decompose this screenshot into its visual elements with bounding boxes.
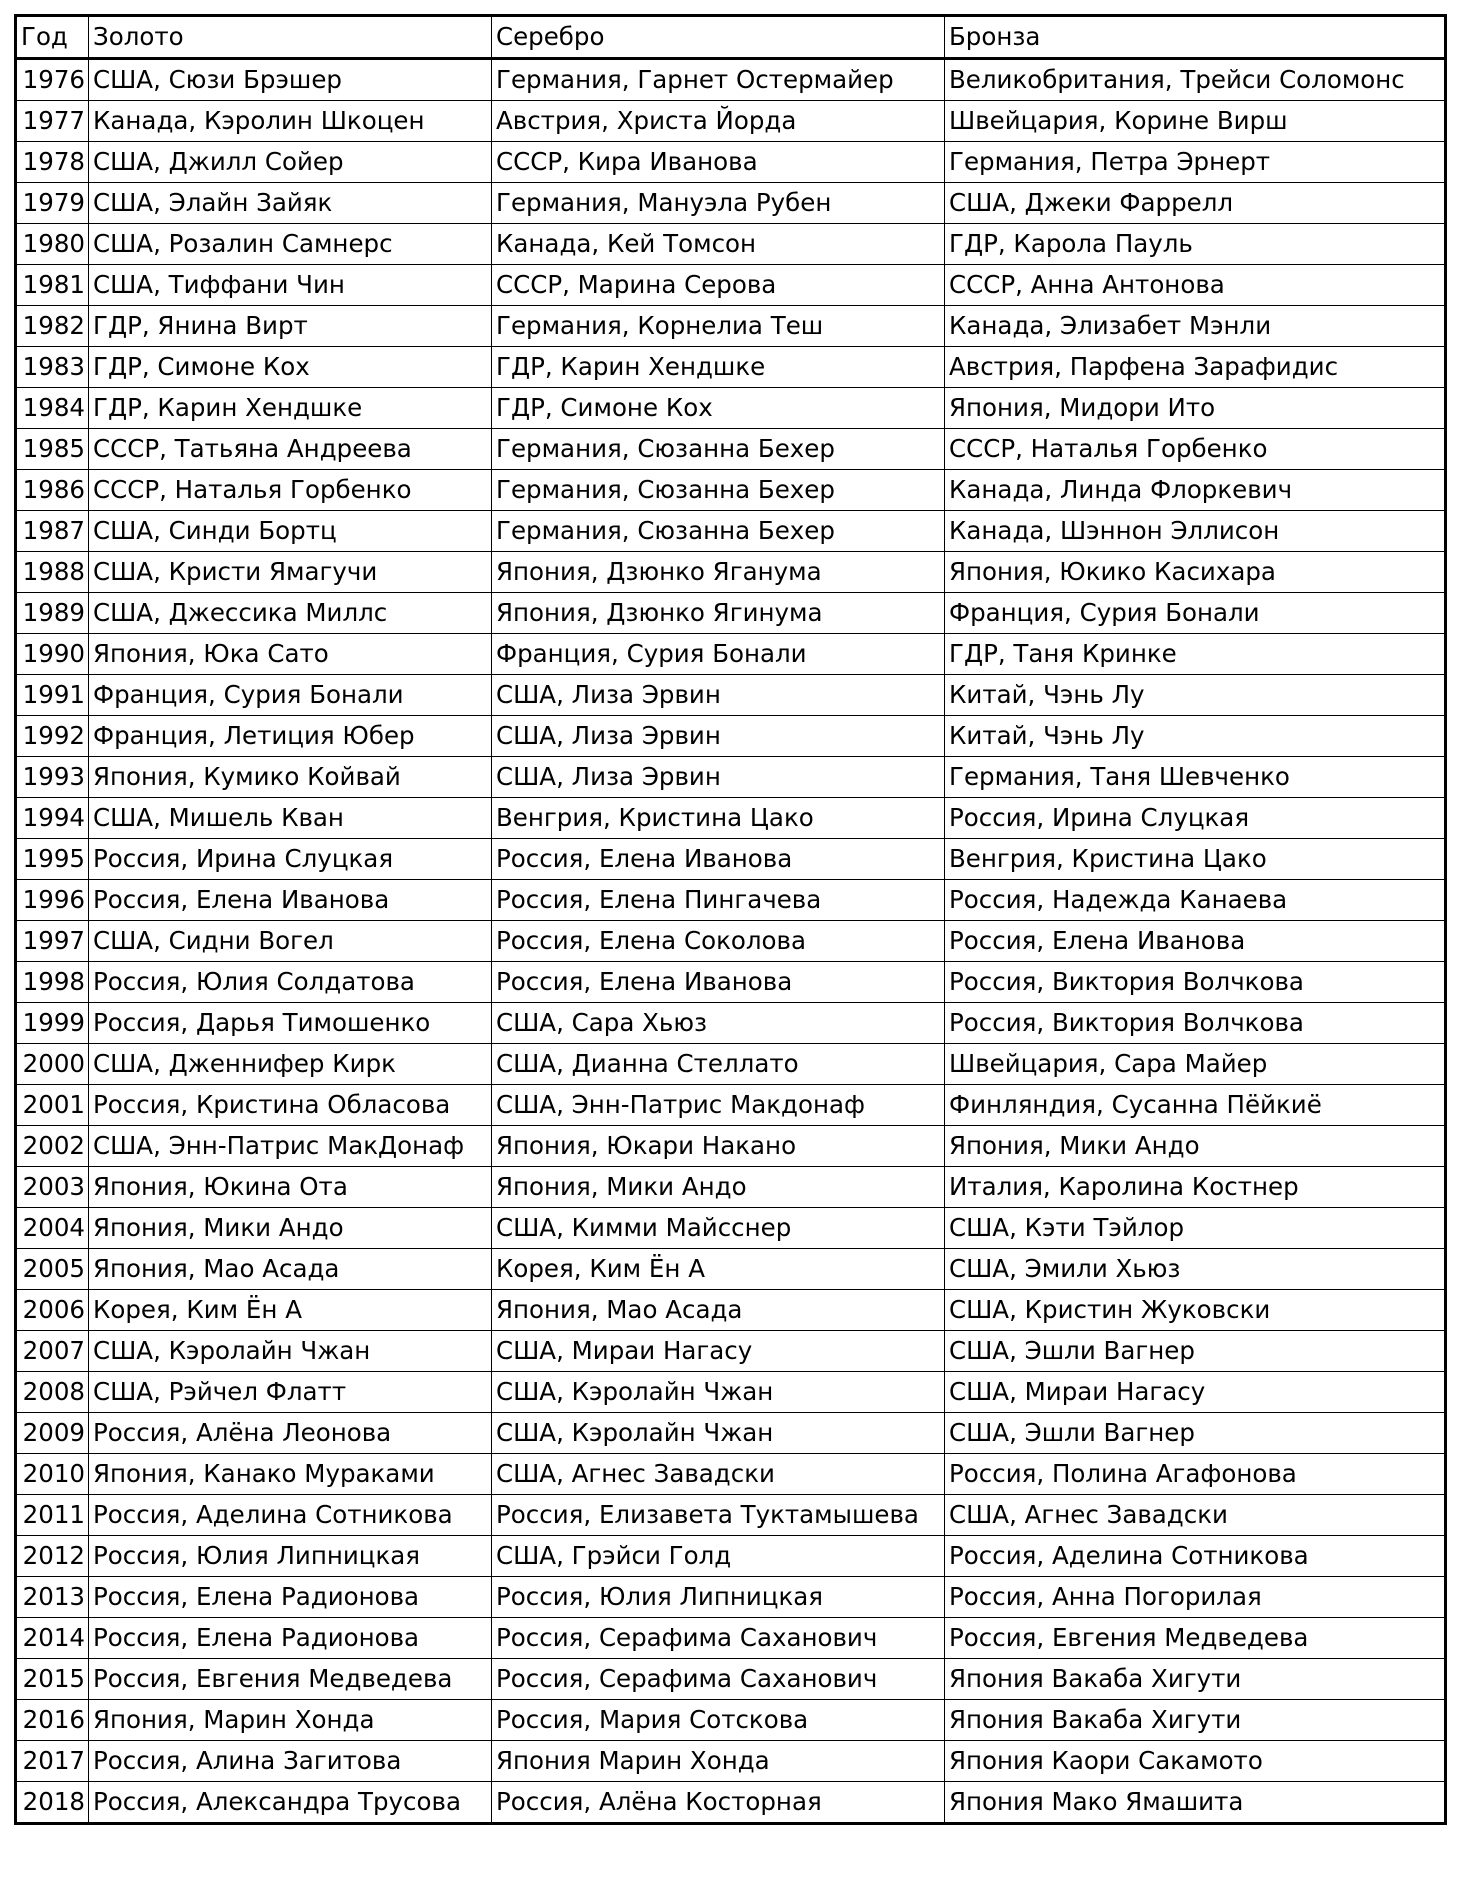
cell-gold: Россия, Елена Радионова (89, 1577, 492, 1618)
cell-gold: Корея, Ким Ён А (89, 1290, 492, 1331)
cell-year: 2008 (16, 1372, 89, 1413)
cell-year: 2004 (16, 1208, 89, 1249)
cell-gold: ГДР, Янина Вирт (89, 306, 492, 347)
cell-year: 1978 (16, 142, 89, 183)
cell-bronze: Япония, Мики Андо (945, 1126, 1446, 1167)
cell-year: 2003 (16, 1167, 89, 1208)
table-row (16, 839, 1446, 880)
cell-silver: Россия, Елена Иванова (492, 962, 945, 1003)
table-row (16, 757, 1446, 798)
cell-silver: Германия, Сюзанна Бехер (492, 429, 945, 470)
cell-gold: США, Сидни Вогел (89, 921, 492, 962)
cell-year: 2002 (16, 1126, 89, 1167)
cell-silver: Канада, Кей Томсон (492, 224, 945, 265)
cell-gold: Россия, Евгения Медведева (89, 1659, 492, 1700)
cell-silver: Россия, Елена Соколова (492, 921, 945, 962)
header-gold: Золото (89, 16, 492, 59)
table-row (16, 1249, 1446, 1290)
cell-year: 1995 (16, 839, 89, 880)
cell-silver: Япония, Дзюнко Ягинума (492, 593, 945, 634)
cell-silver: Россия, Елена Пингачева (492, 880, 945, 921)
cell-gold: США, Элайн Зайяк (89, 183, 492, 224)
table-row (16, 1577, 1446, 1618)
cell-bronze: Венгрия, Кристина Цако (945, 839, 1446, 880)
cell-gold: Россия, Алина Загитова (89, 1741, 492, 1782)
table-row (16, 962, 1446, 1003)
cell-gold: США, Кэролайн Чжан (89, 1331, 492, 1372)
cell-gold: США, Розалин Самнерс (89, 224, 492, 265)
cell-gold: Япония, Кумико Койвай (89, 757, 492, 798)
cell-bronze: Германия, Петра Эрнерт (945, 142, 1446, 183)
cell-year: 2011 (16, 1495, 89, 1536)
cell-year: 2005 (16, 1249, 89, 1290)
cell-bronze: Россия, Виктория Волчкова (945, 962, 1446, 1003)
cell-year: 1991 (16, 675, 89, 716)
cell-year: 1977 (16, 101, 89, 142)
cell-bronze: США, Эшли Вагнер (945, 1331, 1446, 1372)
table-row (16, 798, 1446, 839)
cell-gold: Япония, Мики Андо (89, 1208, 492, 1249)
table-row (16, 921, 1446, 962)
cell-bronze: Япония Вакаба Хигути (945, 1659, 1446, 1700)
table-row (16, 1167, 1446, 1208)
cell-gold: США, Синди Бортц (89, 511, 492, 552)
table-row (16, 59, 1446, 101)
cell-bronze: Япония Мако Ямашита (945, 1782, 1446, 1824)
header-silver: Серебро (492, 16, 945, 59)
cell-bronze: ГДР, Карола Пауль (945, 224, 1446, 265)
table-row (16, 1126, 1446, 1167)
cell-year: 1986 (16, 470, 89, 511)
cell-bronze: Россия, Ирина Слуцкая (945, 798, 1446, 839)
cell-year: 1996 (16, 880, 89, 921)
cell-silver: Япония, Мики Андо (492, 1167, 945, 1208)
cell-year: 1992 (16, 716, 89, 757)
cell-year: 2015 (16, 1659, 89, 1700)
table-row (16, 224, 1446, 265)
cell-silver: США, Лиза Эрвин (492, 757, 945, 798)
cell-year: 2007 (16, 1331, 89, 1372)
table-row (16, 1372, 1446, 1413)
cell-bronze: Россия, Евгения Медведева (945, 1618, 1446, 1659)
cell-bronze: СССР, Наталья Горбенко (945, 429, 1446, 470)
cell-silver: Япония, Юкари Накано (492, 1126, 945, 1167)
cell-year: 2001 (16, 1085, 89, 1126)
cell-bronze: Россия, Елена Иванова (945, 921, 1446, 962)
cell-bronze: Канада, Линда Флоркевич (945, 470, 1446, 511)
cell-silver: США, Лиза Эрвин (492, 675, 945, 716)
cell-gold: США, Энн-Патрис МакДонаф (89, 1126, 492, 1167)
cell-gold: Япония, Мао Асада (89, 1249, 492, 1290)
cell-year: 1999 (16, 1003, 89, 1044)
cell-year: 2009 (16, 1413, 89, 1454)
cell-year: 2016 (16, 1700, 89, 1741)
cell-year: 1997 (16, 921, 89, 962)
cell-gold: ГДР, Карин Хендшке (89, 388, 492, 429)
cell-bronze: Швейцария, Сара Майер (945, 1044, 1446, 1085)
cell-bronze: Япония Вакаба Хигути (945, 1700, 1446, 1741)
cell-bronze: ГДР, Таня Кринке (945, 634, 1446, 675)
cell-silver: США, Энн-Патрис Макдонаф (492, 1085, 945, 1126)
cell-gold: Россия, Алёна Леонова (89, 1413, 492, 1454)
table-header (16, 16, 1446, 59)
cell-gold: Россия, Александра Трусова (89, 1782, 492, 1824)
cell-bronze: Япония, Юкико Касихара (945, 552, 1446, 593)
cell-silver: США, Лиза Эрвин (492, 716, 945, 757)
table-row (16, 1044, 1446, 1085)
table-row (16, 1495, 1446, 1536)
table-row (16, 1413, 1446, 1454)
cell-silver: Австрия, Христа Йорда (492, 101, 945, 142)
cell-silver: США, Сара Хьюз (492, 1003, 945, 1044)
table-row (16, 1700, 1446, 1741)
cell-year: 1987 (16, 511, 89, 552)
cell-silver: Россия, Алёна Косторная (492, 1782, 945, 1824)
cell-year: 2012 (16, 1536, 89, 1577)
cell-bronze: США, Джеки Фаррелл (945, 183, 1446, 224)
cell-gold: Франция, Сурия Бонали (89, 675, 492, 716)
cell-silver: Япония, Мао Асада (492, 1290, 945, 1331)
cell-silver: США, Грэйси Голд (492, 1536, 945, 1577)
table-row (16, 1331, 1446, 1372)
cell-gold: Россия, Юлия Липницкая (89, 1536, 492, 1577)
cell-silver: Франция, Сурия Бонали (492, 634, 945, 675)
cell-gold: Россия, Кристина Обласова (89, 1085, 492, 1126)
cell-bronze: Австрия, Парфена Зарафидис (945, 347, 1446, 388)
cell-bronze: Россия, Надежда Канаева (945, 880, 1446, 921)
cell-gold: Япония, Канако Мураками (89, 1454, 492, 1495)
table-body (16, 59, 1446, 1824)
cell-silver: ГДР, Симоне Кох (492, 388, 945, 429)
cell-year: 1984 (16, 388, 89, 429)
cell-year: 2014 (16, 1618, 89, 1659)
table-row (16, 1741, 1446, 1782)
cell-gold: США, Джилл Сойер (89, 142, 492, 183)
table-row (16, 552, 1446, 593)
cell-bronze: Япония Каори Сакамото (945, 1741, 1446, 1782)
cell-bronze: США, Эшли Вагнер (945, 1413, 1446, 1454)
cell-silver: Россия, Серафима Саханович (492, 1618, 945, 1659)
cell-year: 2017 (16, 1741, 89, 1782)
cell-bronze: Китай, Чэнь Лу (945, 716, 1446, 757)
header-year: Год (16, 16, 89, 59)
table-row (16, 1618, 1446, 1659)
cell-gold: Япония, Юкина Ота (89, 1167, 492, 1208)
cell-year: 1976 (16, 59, 89, 101)
cell-gold: Россия, Дарья Тимошенко (89, 1003, 492, 1044)
table-row (16, 1003, 1446, 1044)
cell-bronze: Китай, Чэнь Лу (945, 675, 1446, 716)
cell-gold: Россия, Елена Иванова (89, 880, 492, 921)
cell-gold: США, Мишель Кван (89, 798, 492, 839)
header-row (16, 16, 1446, 59)
cell-year: 1981 (16, 265, 89, 306)
cell-bronze: Финляндия, Сусанна Пёйкиё (945, 1085, 1446, 1126)
table-row (16, 880, 1446, 921)
medal-table (14, 14, 1447, 1825)
cell-silver: США, Мираи Нагасу (492, 1331, 945, 1372)
table-row (16, 1085, 1446, 1126)
cell-bronze: Франция, Сурия Бонали (945, 593, 1446, 634)
cell-gold: Япония, Юка Сато (89, 634, 492, 675)
cell-gold: США, Тиффани Чин (89, 265, 492, 306)
cell-silver: Россия, Серафима Саханович (492, 1659, 945, 1700)
table-row (16, 716, 1446, 757)
table-row (16, 183, 1446, 224)
cell-bronze: Россия, Виктория Волчкова (945, 1003, 1446, 1044)
cell-year: 1980 (16, 224, 89, 265)
cell-silver: Германия, Сюзанна Бехер (492, 470, 945, 511)
cell-bronze: Италия, Каролина Костнер (945, 1167, 1446, 1208)
cell-silver: Германия, Корнелиа Теш (492, 306, 945, 347)
cell-year: 1988 (16, 552, 89, 593)
cell-gold: США, Дженнифер Кирк (89, 1044, 492, 1085)
cell-gold: Япония, Марин Хонда (89, 1700, 492, 1741)
cell-year: 1989 (16, 593, 89, 634)
cell-gold: Россия, Аделина Сотникова (89, 1495, 492, 1536)
table-row (16, 470, 1446, 511)
cell-bronze: Великобритания, Трейси Соломонс (945, 59, 1446, 101)
table-row (16, 675, 1446, 716)
cell-bronze: Швейцария, Корине Вирш (945, 101, 1446, 142)
cell-silver: США, Кэролайн Чжан (492, 1372, 945, 1413)
cell-bronze: Канада, Элизабет Мэнли (945, 306, 1446, 347)
cell-gold: Канада, Кэролин Шкоцен (89, 101, 492, 142)
cell-silver: ГДР, Карин Хендшке (492, 347, 945, 388)
cell-silver: Венгрия, Кристина Цако (492, 798, 945, 839)
cell-silver: США, Агнес Завадски (492, 1454, 945, 1495)
table-row (16, 1208, 1446, 1249)
cell-bronze: Япония, Мидори Ито (945, 388, 1446, 429)
cell-silver: США, Кимми Майсснер (492, 1208, 945, 1249)
table-row (16, 1782, 1446, 1824)
table-row (16, 1659, 1446, 1700)
cell-bronze: СССР, Анна Антонова (945, 265, 1446, 306)
cell-gold: ГДР, Симоне Кох (89, 347, 492, 388)
table-row (16, 347, 1446, 388)
table-row (16, 388, 1446, 429)
cell-silver: Россия, Мария Сотскова (492, 1700, 945, 1741)
cell-bronze: США, Агнес Завадски (945, 1495, 1446, 1536)
cell-bronze: Россия, Анна Погорилая (945, 1577, 1446, 1618)
cell-silver: США, Дианна Стеллато (492, 1044, 945, 1085)
cell-year: 1985 (16, 429, 89, 470)
cell-bronze: Россия, Аделина Сотникова (945, 1536, 1446, 1577)
cell-gold: Россия, Юлия Солдатова (89, 962, 492, 1003)
table-row (16, 265, 1446, 306)
cell-silver: Япония, Дзюнко Яганума (492, 552, 945, 593)
cell-silver: Россия, Елена Иванова (492, 839, 945, 880)
cell-gold: Россия, Елена Радионова (89, 1618, 492, 1659)
cell-bronze: США, Мираи Нагасу (945, 1372, 1446, 1413)
table-row (16, 1290, 1446, 1331)
cell-silver: Германия, Мануэла Рубен (492, 183, 945, 224)
cell-bronze: Германия, Таня Шевченко (945, 757, 1446, 798)
cell-year: 2018 (16, 1782, 89, 1824)
cell-gold: Россия, Ирина Слуцкая (89, 839, 492, 880)
cell-gold: США, Кристи Ямагучи (89, 552, 492, 593)
cell-silver: Япония Марин Хонда (492, 1741, 945, 1782)
cell-silver: Германия, Гарнет Остермайер (492, 59, 945, 101)
cell-bronze: Канада, Шэннон Эллисон (945, 511, 1446, 552)
table-row (16, 511, 1446, 552)
table-row (16, 101, 1446, 142)
cell-year: 1998 (16, 962, 89, 1003)
cell-year: 1994 (16, 798, 89, 839)
cell-year: 2013 (16, 1577, 89, 1618)
cell-year: 1993 (16, 757, 89, 798)
cell-bronze: США, Кристин Жуковски (945, 1290, 1446, 1331)
cell-bronze: США, Эмили Хьюз (945, 1249, 1446, 1290)
table-row (16, 306, 1446, 347)
cell-bronze: Россия, Полина Агафонова (945, 1454, 1446, 1495)
cell-silver: СССР, Марина Серова (492, 265, 945, 306)
cell-gold: США, Рэйчел Флатт (89, 1372, 492, 1413)
cell-year: 2010 (16, 1454, 89, 1495)
cell-gold: СССР, Татьяна Андреева (89, 429, 492, 470)
cell-gold: СССР, Наталья Горбенко (89, 470, 492, 511)
cell-gold: Франция, Летиция Юбер (89, 716, 492, 757)
cell-gold: США, Сюзи Брэшер (89, 59, 492, 101)
table-row (16, 593, 1446, 634)
cell-silver: Россия, Елизавета Туктамышева (492, 1495, 945, 1536)
table-row (16, 429, 1446, 470)
cell-silver: СССР, Кира Иванова (492, 142, 945, 183)
cell-silver: Россия, Юлия Липницкая (492, 1577, 945, 1618)
table-row (16, 142, 1446, 183)
header-bronze: Бронза (945, 16, 1446, 59)
table-row (16, 1454, 1446, 1495)
cell-year: 1979 (16, 183, 89, 224)
cell-bronze: США, Кэти Тэйлор (945, 1208, 1446, 1249)
table-row (16, 1536, 1446, 1577)
cell-year: 2006 (16, 1290, 89, 1331)
cell-year: 2000 (16, 1044, 89, 1085)
cell-year: 1982 (16, 306, 89, 347)
cell-silver: США, Кэролайн Чжан (492, 1413, 945, 1454)
cell-year: 1990 (16, 634, 89, 675)
cell-silver: Германия, Сюзанна Бехер (492, 511, 945, 552)
cell-gold: США, Джессика Миллс (89, 593, 492, 634)
table-row (16, 634, 1446, 675)
cell-year: 1983 (16, 347, 89, 388)
cell-silver: Корея, Ким Ён А (492, 1249, 945, 1290)
